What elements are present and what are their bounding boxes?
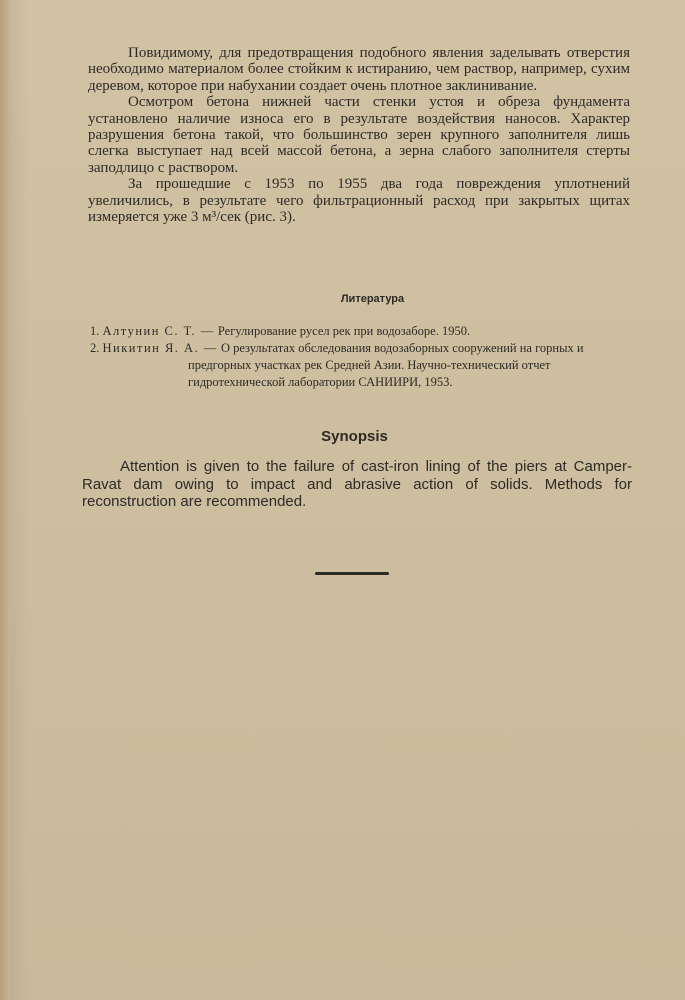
reference-item <box>90 323 630 340</box>
body-text <box>88 45 630 225</box>
reference-number: 1. <box>90 324 100 338</box>
paragraph-2: Осмотром бетона нижней части стенки устоя и обреза фундамента установлено наличие износа его в результате воздействия наносов. Характер разрушения бетона такой, что большинство зерен крупного заполнителя лишь слегка выступает над всей массой бетона, а зерна слабого заполнителя стерты заподлицо с раствором. <box>88 94 630 176</box>
page-binding-edge <box>0 0 10 1000</box>
synopsis-title: Synopsis <box>321 428 388 445</box>
synopsis-body <box>82 458 632 511</box>
reference-text: Регулирование русел рек при водозаборе. 1950. <box>217 324 471 338</box>
reference-author: Никитин Я. А. — <box>102 341 218 355</box>
end-divider <box>315 572 389 575</box>
reference-number: 2. <box>90 341 100 355</box>
references-title: Литература <box>340 293 405 305</box>
paragraph-3: За прошедшие с 1953 по 1955 два года повреждения уплотнений увеличились, в результате чего фильтрационный расход при закрытых щитах измеряется уже 3 м³/сек (рис. 3). <box>88 176 630 226</box>
reference-author: Алтунин С. Т. — <box>102 324 215 338</box>
references-list <box>90 323 630 391</box>
synopsis-paragraph: Attention is given to the failure of cast-iron lining of the piers at Camper-Ravat dam owing to impact and abrasive action of solids. Methods for reconstruction are recommended. <box>82 458 632 510</box>
reference-text: О результатах обследования водозаборных сооружений на горных и предгорных участках рек Средней Азии. Научно-технический отчет гидротехнической лаборатории САНИИРИ, 1953. <box>188 341 584 389</box>
reference-item <box>90 340 630 391</box>
paragraph-1: Повидимому, для предотвращения подобного явления заделывать отверстия необходимо материалом более стойким к истиранию, чем раствор, например, сухим деревом, которое при набухании создает очень плотное заклинивание. <box>88 45 630 94</box>
